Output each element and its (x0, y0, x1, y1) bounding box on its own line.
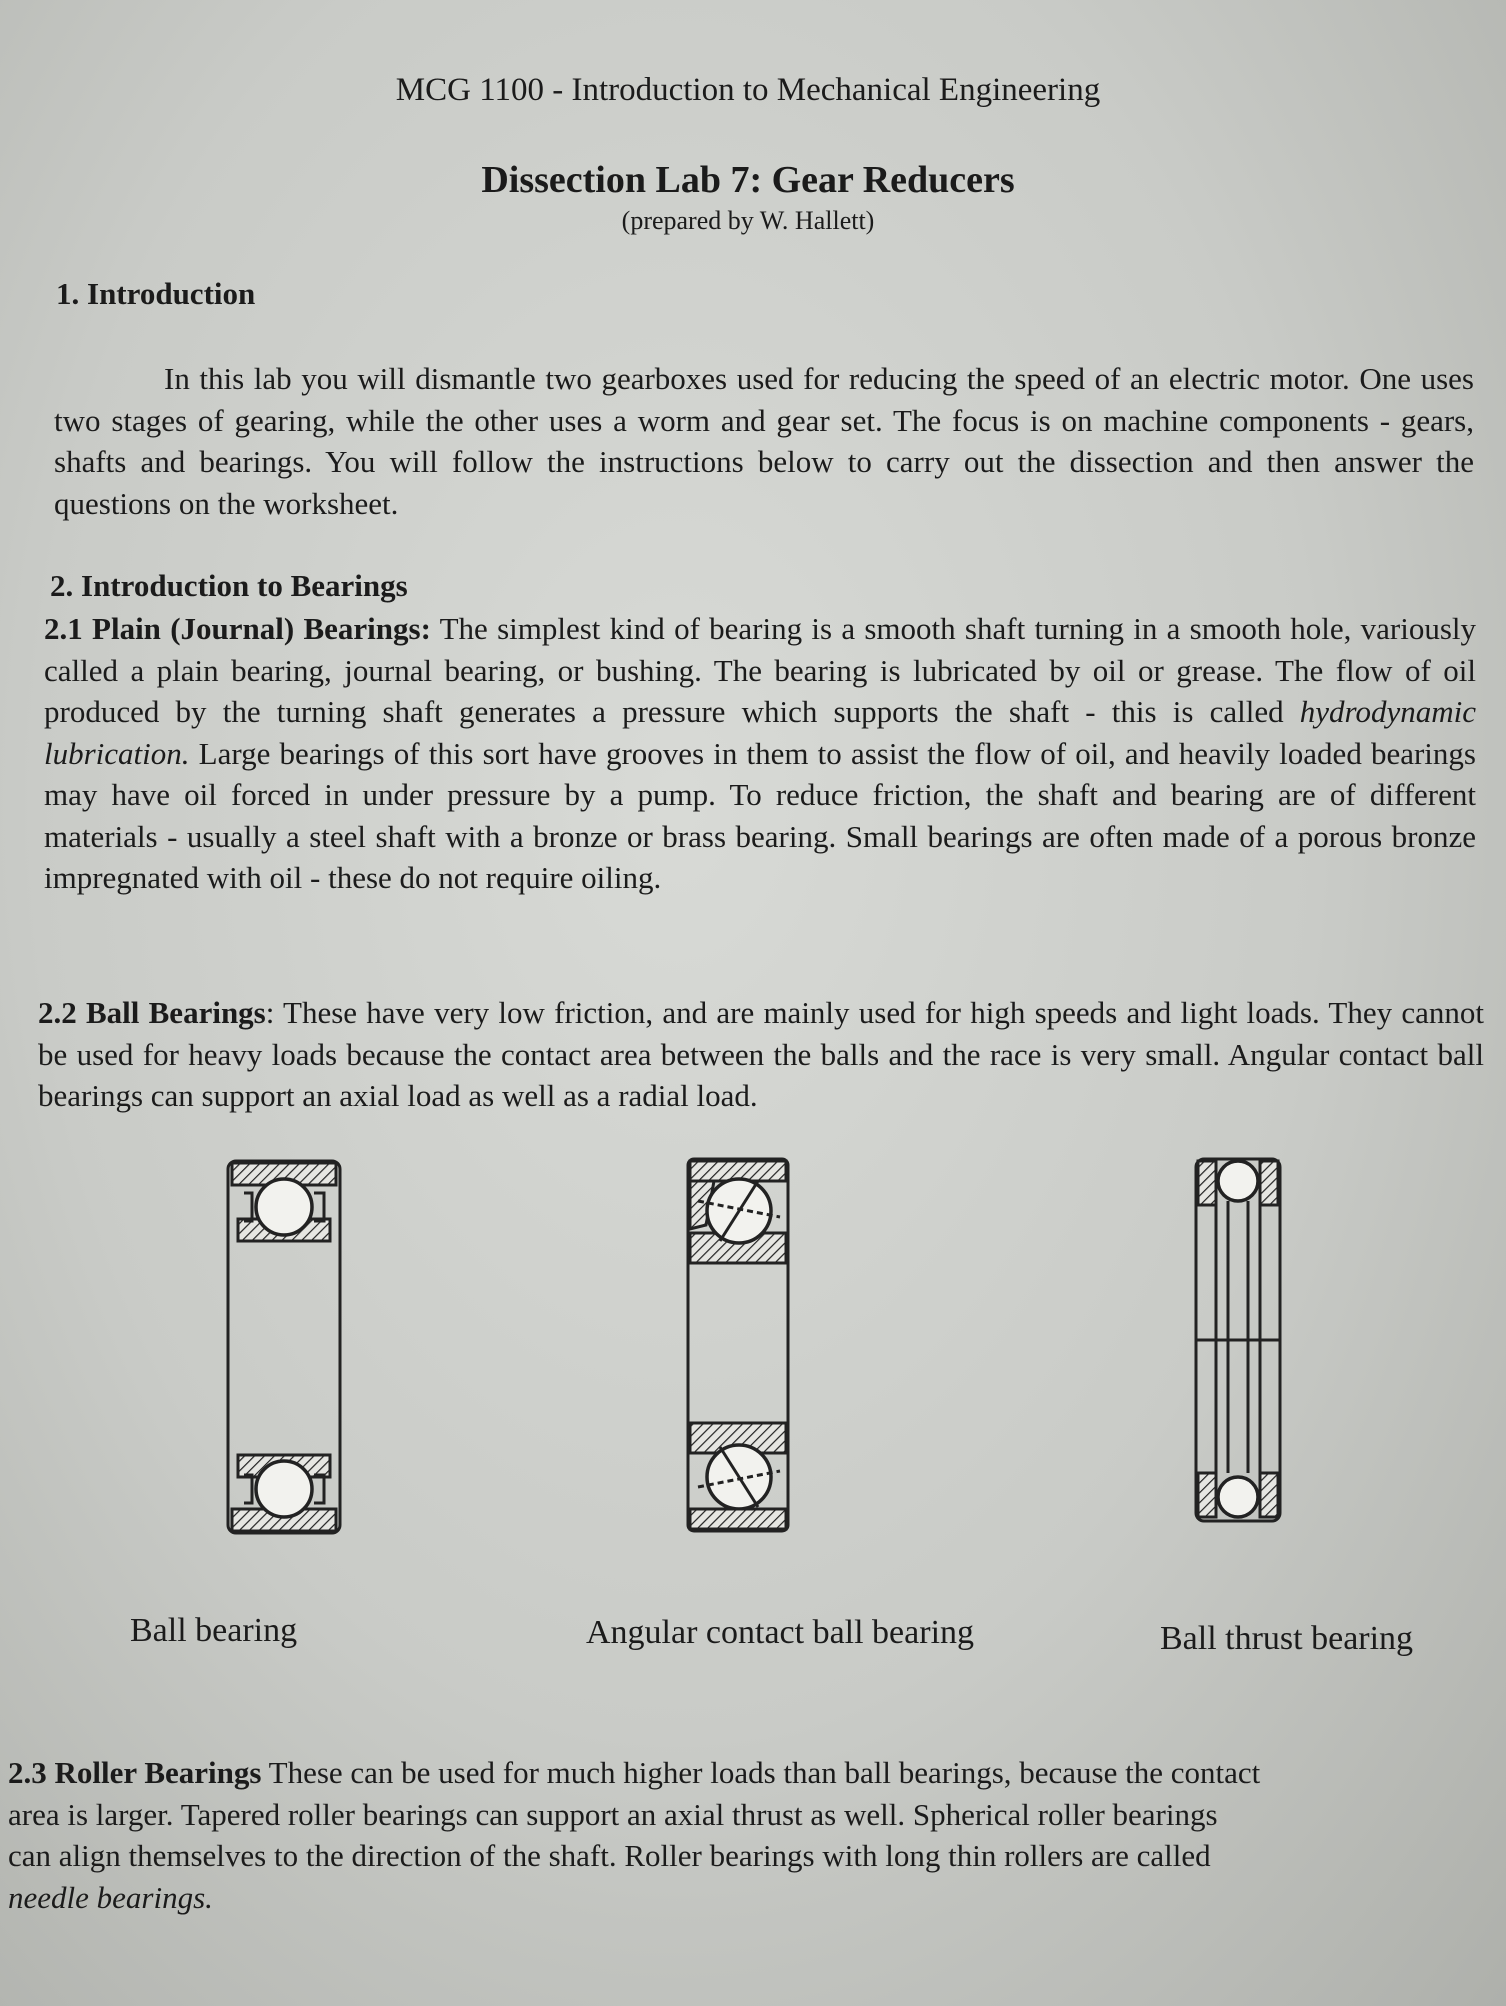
ball-bearings-heading: 2.2 Ball Bearings (38, 995, 266, 1030)
roller-bearings-line-2: area is larger. Tapered roller bearings can support an axial thrust as well. Spherical roller bearings (8, 1796, 1218, 1832)
roller-bearings-heading: 2.3 Roller Bearings (8, 1755, 262, 1790)
ball-bearing-figure (218, 1155, 348, 1540)
roller-bearings-italic: needle bearings. (8, 1879, 213, 1915)
plain-bearings-italic: hydrodynamic lubrication. (44, 694, 1476, 771)
plain-bearings-paragraph (44, 608, 1476, 899)
roller-bearings-line-1: These can be used for much higher loads than ball bearings, because the contact (261, 1755, 1261, 1790)
ball-thrust-bearing-figure (1190, 1155, 1286, 1525)
course-title: MCG 1100 - Introduction to Mechanical Engineering (395, 72, 1101, 108)
introduction-paragraph: In this lab you will dismantle two gearboxes used for reducing the speed of an electric motor. One uses two stages of gearing, while the other uses a worm and gear set. The focus is on machine components - gears, shafts and bearings. You will follow the instructions below to carry out the dissection and then answer the questions on the worksheet. (54, 361, 1474, 521)
plain-bearings-text-1: The simplest kind of bearing is a smooth shaft turning in a smooth hole, variously called a plain bearing, journal bearing, or bushing. The bearing is lubricated by oil or grease. The flow of oil produced by the turning shaft generates a pressure which supports the shaft - this is called (44, 611, 1476, 729)
section-heading-introduction: 1. Introduction (56, 276, 256, 311)
caption-ball-thrust-bearing: Ball thrust bearing (1160, 1620, 1414, 1657)
plain-bearings-heading: 2.1 Plain (Journal) Bearings: (44, 611, 431, 646)
author-line: (prepared by W. Hallett) (621, 206, 875, 235)
roller-bearings-line-3: can align themselves to the direction of the shaft. Roller bearings with long thin rollers are called (8, 1838, 1211, 1873)
roller-bearings-paragraph (8, 1752, 1506, 1918)
ball-bearings-text: : These have very low friction, and are mainly used for high speeds and light loads. They cannot be used for heavy loads because the contact area between the balls and the race is very small. Angular contact ball bearings can support an axial load as well as a radial load. (38, 995, 1484, 1113)
caption-angular-contact-ball-bearing: Angular contact ball bearing (586, 1614, 975, 1651)
angular-contact-ball-bearing-figure (684, 1155, 794, 1535)
plain-bearings-text-2: Large bearings of this sort have grooves in them to assist the flow of oil, and heavily loaded bearings may have oil forced in under pressure by a pump. To reduce friction, the shaft and bearing are of different materials - usually a steel shaft with a bronze or brass bearing. Small bearings are often made of a porous bronze impregnated with oil - these do not require oiling. (44, 735, 1476, 895)
caption-ball-bearing: Ball bearing (130, 1612, 298, 1649)
ball-bearings-paragraph (38, 992, 1484, 1117)
section-heading-bearings: 2. Introduction to Bearings (50, 568, 408, 603)
lab-title: Dissection Lab 7: Gear Reducers (481, 159, 1015, 201)
